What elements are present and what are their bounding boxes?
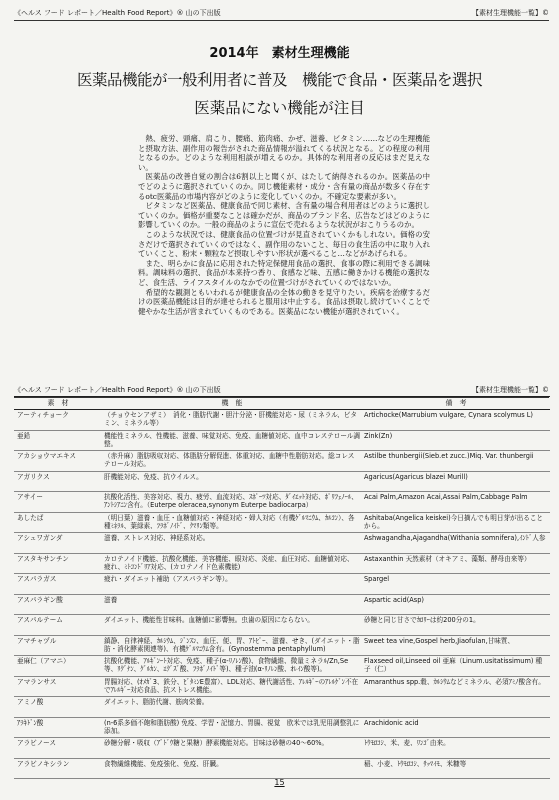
ingredient-table <box>14 396 550 779</box>
ingredient-notes: Ashitaba(Angelica keiskei)今日摘んでも明日芽が出ることから。 <box>362 512 550 533</box>
table-row <box>14 635 550 656</box>
ingredient-notes: Flaxseed oil,Linseed oil 亜麻（Linum.usitatissimum) 種子（仁） <box>362 656 550 677</box>
ingredient-function: 肝機能対応、免疫、抗ウイルス。 <box>102 471 362 492</box>
ingredient-function: 食物繊維機能、免疫強化、免疫、肝臓。 <box>102 758 362 779</box>
page-number: 15 <box>274 778 285 787</box>
ingredient-name: アラビノース <box>14 738 102 759</box>
table-row <box>14 430 550 451</box>
table-row <box>14 676 550 697</box>
ingredient-function: ダイエット、脂肪代謝、筋肉栄養。 <box>102 697 362 718</box>
ingredient-notes: Aspartic acid(Asp) <box>362 594 550 615</box>
ingredient-notes: Spargel <box>362 574 550 595</box>
ingredient-notes: Astaxanthin 天然素材（オキアミ、藻類、酵母由来等） <box>362 553 550 574</box>
article-headline: 医薬品機能が一般利用者に普及 機能で食品・医薬品を選択 <box>76 71 482 89</box>
ingredient-name: アマチャヅル <box>14 635 102 656</box>
table-row <box>14 758 550 779</box>
table-row <box>14 574 550 595</box>
ingredient-function: 滋養、ストレス対応、神経系対応。 <box>102 533 362 554</box>
ingredient-notes: Artichocke(Marrubium vulgare, Cynara scolymus L) <box>362 410 550 431</box>
table-row <box>14 615 550 636</box>
ingredient-function: 鎮静、自律神経、ｶﾙｼｳﾑ、ｼﾞﾝｽﾝ、血圧、便、胃、ｱﾄﾋﾟｰ、滋養、せき、(ダイエット・脂肪・消化酵素関連等)、有機ｹﾞﾙﾏﾆｳﾑ含有。(Gynostemma pentaphyllum) <box>102 635 362 656</box>
table-row <box>14 533 550 554</box>
article-year-title: 2014年 素材生理機能 <box>209 46 350 61</box>
ingredient-notes: Zink(Zn) <box>362 430 550 451</box>
ingredient-function: カロテノイド機能、抗酸化機能、美容機能、眼対応、炎症、血圧対応、血糖値対応、疲れ、ﾐﾄｺﾝﾄﾞﾘｱ対応、(カロテノイド色素機能) <box>102 553 362 574</box>
header-publication: 《ヘルス フード レポート／Health Food Report》® 山の下出版 <box>14 9 221 17</box>
col-header-ingredient: 素 材 <box>14 397 102 410</box>
table-row <box>14 656 550 677</box>
ingredient-notes: ﾄｳﾓﾛｺｼ、米、麦、ﾘﾝｺﾞ由来。 <box>362 738 550 759</box>
table-row <box>14 451 550 472</box>
page-header <box>14 8 549 21</box>
ingredient-function: 砂糖分解・吸収（ｱﾞﾄﾞｳ糖と果糖）酵素機能対応。甘味は砂糖の40～60%。 <box>102 738 362 759</box>
ingredient-notes: Arachidonic acid <box>362 717 550 738</box>
ingredient-notes <box>362 697 550 718</box>
ingredient-notes: 稲、小麦、ﾄｳﾓﾛｺｼ、ｻｯﾏｲﾓ、米糠等 <box>362 758 550 779</box>
ingredient-name: アスタキサンチン <box>14 553 102 574</box>
col-header-notes: 備 考 <box>362 397 550 410</box>
article-body: 熱、疲労、頭痛、肩こり、腰痛、筋肉痛、かぜ、滋養、ビタミン……などの生理機能と摂取方法、副作用の報告がされた商品情報が溢れてくる状況となる。どの程度の利用となるのか。どのような利用相談が増えるのか。具体的な利用者の反応はまだ見えない。 医薬品の改善自覚の割合は6割以上と聞くが、はたして納得されるのか。医薬品の中でどのように選択されていくのか。同じ機能素材・成分・含有量の商品が数多く存在するotc医薬品の市場内容がどのように変化していくのか。不確定な要素が多い。 ビタミンなど医薬品、健康食品で同じ素材、含有量の場合利用者はどのように選択していくのか。価格が重要なことは確かだが、商品のブランド名、広告などはどのように影響していくのか。一般の商品のように宣伝で売れるような状況がおこりうるのか。 このような状況では、健康食品の位置づけが見直されていくかもしれない。価格の安さだけで選択されていくのではなく、副作用のないこと、毎日の食生活の中に取り入れていくこと、粉末・顆粒など摂取しやすい形状が選べること…などがあげられる。 また、明らかに食品に応用された特定保健用食品の選択、食事の際に利用できる調味料。調味料の選択、食品が本来持つ香り、食感など味、五感に働きかける機能の選択など、食生活、ライフスタイルのなかでの位置づけがされていくのではないか。 希望的な観測ともいわれるが健康食品の全体の動きを見守りたい。疾病を治療するだけの医薬品機能は目的が達せられると服用は中止する。食品は摂取し続けていくことで健やかな生活が営まれていくものである。医薬品にない機能が選択されていく。 <box>138 134 430 316</box>
header-section-2: 【素材生理機能一覧】© <box>472 386 549 394</box>
ingredient-notes: Sweet tea vine,Gospel herb,Jiaofulan,甘味質、 <box>362 635 550 656</box>
ingredient-name: 亜鉛 <box>14 430 102 451</box>
ingredient-notes: Ashwagandha,Ajagandha(Withania somnifera),ｲﾝﾄﾞ人参 <box>362 533 550 554</box>
article-subheadline: 医薬品にない機能が注目 <box>194 99 365 117</box>
ingredient-name: 亜麻仁（アマニ） <box>14 656 102 677</box>
table-row <box>14 410 550 431</box>
ingredient-function: （赤升麻）脂肪吸収対応、体脂肪分解促進、体重対応、血糖中性脂肪対応。総コレステロール対応。 <box>102 451 362 472</box>
table-row <box>14 717 550 738</box>
table-row <box>14 492 550 513</box>
ingredient-function: 機能性ミネラル、性機能、滋養、味覚対応、免疫、血糖値対応、血中コレステロール調整。 <box>102 430 362 451</box>
ingredient-function: (n-6系多価不飽和脂肪酸) 免疫、学習・記憶力、胃腸、視覚 欧米では乳児用調整乳に添加。 <box>102 717 362 738</box>
ingredient-name: アミノ酸 <box>14 697 102 718</box>
ingredient-name: アガリクス <box>14 471 102 492</box>
ingredient-function: （明日葉）滋養・血圧・血糖値対応・神経対応・婦人対応（有機ｹﾞﾙﾏﾆｳﾑ、ｶﾙｺﾝ）、各種ﾐﾈﾗﾙ、葉緑素、ﾌﾗﾎﾞﾉｲﾄﾞ、ｸﾏﾘﾝ類等。 <box>102 512 362 533</box>
ingredient-name: アマランサス <box>14 676 102 697</box>
header-section: 【素材生理機能一覧】© <box>472 9 549 17</box>
table-header-row <box>14 397 550 410</box>
ingredient-notes: 砂糖と同じ甘さでｶﾛﾘｰは約200分の1。 <box>362 615 550 636</box>
ingredient-name: アシュワガンダ <box>14 533 102 554</box>
ingredient-name: ｱﾗｷﾄﾞﾝ酸 <box>14 717 102 738</box>
table-row <box>14 512 550 533</box>
ingredient-function: 胃腸対応、(ｵﾒｶﾞ3、鉄分、ﾋﾞﾀﾐﾝE豊富）、LDL対応、糖代謝活性、ｱﾚﾙｷﾞｰのｱﾚﾙｹﾞﾝ不在でｱﾚﾙｷﾞｰ対応食品、抗ストレス機能。 <box>102 676 362 697</box>
ingredient-name: アーティチョーク <box>14 410 102 431</box>
col-header-function: 機 能 <box>102 397 362 410</box>
ingredient-function: 抗酸化活性、美容対応、視力、疲労、血流対応、ｽﾎﾟｰﾂ対応、ﾀﾞｲｴｯﾄ対応、ﾎﾟﾘﾌｪﾉｰﾙ、ｱﾝﾄｼｱﾆﾝ含有。（Euterpe oleracea,synonym Euterpe badiocarpa） <box>102 492 362 513</box>
ingredient-name: アカショウマエキス <box>14 451 102 472</box>
table-row <box>14 697 550 718</box>
ingredient-function: （チョウセンアザミ） 消化・脂肪代謝・胆汁分泌・肝機能対応・尿（ミネラル、ビタミン、ミネラル等） <box>102 410 362 431</box>
ingredient-notes: Agaricus(Agaricus blazei Murill) <box>362 471 550 492</box>
table-row <box>14 471 550 492</box>
ingredient-function: 抗酸化機能、ｱﾙｷﾞﾝｰﾄ対応、免疫、種子(α-ﾘﾉﾚﾝ酸)、食物繊維、微量ミネラﾙ/Zn,Se等、ﾘｸﾞﾅﾝ、ｸﾞﾙｶﾝ、ｴｸﾞｽﾞ酸、ﾌﾗﾎﾞﾉｲﾄﾞ等)、種子油(α-ﾘﾉﾚﾝ酸、ｵﾚｲﾝ酸等)。 <box>102 656 362 677</box>
ingredient-name: アスパラガス <box>14 574 102 595</box>
table-row <box>14 594 550 615</box>
table-row <box>14 738 550 759</box>
header-publication-2: 《ヘルス フード レポート／Health Food Report》® 山の下出版 <box>14 386 221 394</box>
ingredient-name: アサイー <box>14 492 102 513</box>
ingredient-name: あしたば <box>14 512 102 533</box>
ingredient-notes: Astilbe thunbergii(Sieb.et zucc.)Miq. Var. thunbergii <box>362 451 550 472</box>
ingredient-name: アスパルテーム <box>14 615 102 636</box>
ingredient-function: ダイエット、機能性甘味料。血糖値に影響無。虫歯の原因にならない。 <box>102 615 362 636</box>
ingredient-notes: Amaranthus spp.穀、ｶﾙｼｳﾑなどミネラル、必須ｱﾐﾉ酸含有。 <box>362 676 550 697</box>
ingredient-function: 疲れ・ダイエット補助（アスパラギン等）。 <box>102 574 362 595</box>
ingredient-name: アスパラギン酸 <box>14 594 102 615</box>
table-row <box>14 553 550 574</box>
ingredient-name: アラビノキシラン <box>14 758 102 779</box>
ingredient-notes: Acai Palm,Amazon Acai,Assai Palm,Cabbage Palm <box>362 492 550 513</box>
ingredient-function: 滋養 <box>102 594 362 615</box>
